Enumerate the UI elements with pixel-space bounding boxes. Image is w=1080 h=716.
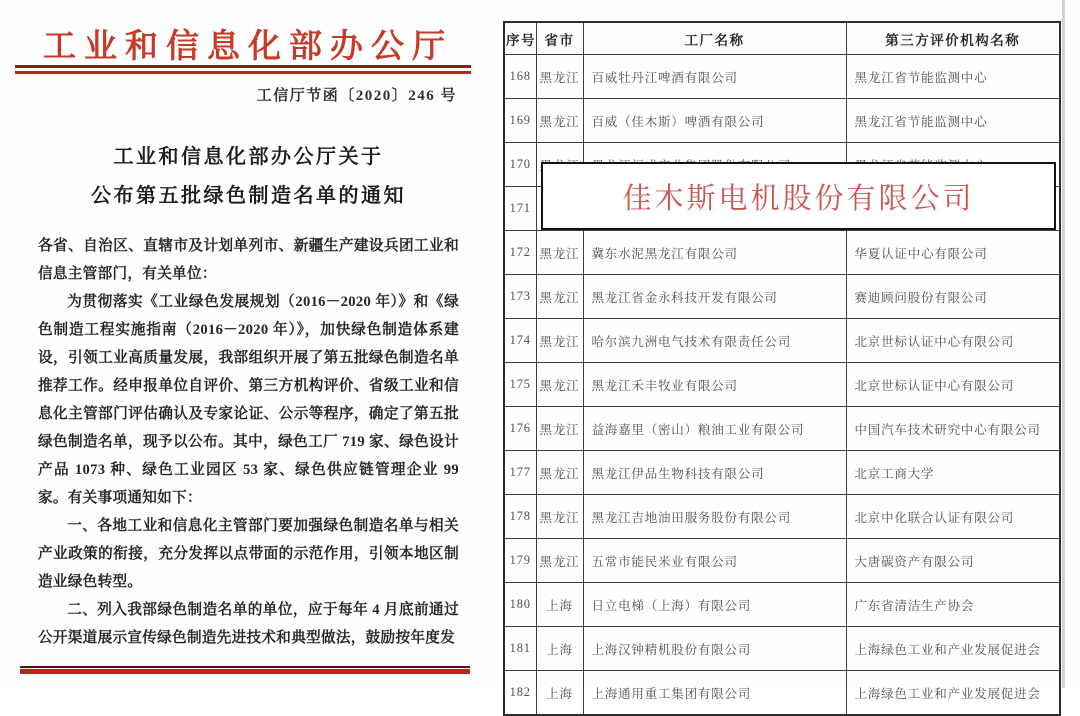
table-row [504, 451, 1060, 495]
cell-factory: 益海嘉里（密山）粮油工业有限公司 [583, 407, 846, 451]
document-number: 工信厅节函〔2020〕246 号 [256, 88, 457, 104]
cell-no: 173 [504, 275, 536, 319]
table-body [504, 55, 1060, 716]
page-edge-line [1062, 0, 1065, 688]
highlight-overlay-box [541, 162, 1056, 230]
cell-no: 177 [504, 451, 536, 495]
official-document [0, 0, 497, 688]
cell-no: 171 [504, 187, 536, 231]
cell-no: 181 [504, 627, 536, 671]
table-row [504, 55, 1060, 99]
cell-agency: 北京世标认证中心有限公司 [846, 363, 1060, 407]
cell-province: 黑龙江 [536, 407, 583, 451]
cell-agency: 大唐碳资产有限公司 [846, 539, 1060, 583]
cell-agency: 黑龙江省节能监测中心 [846, 55, 1060, 99]
cell-agency: 黑龙江省节能监测中心 [846, 99, 1060, 143]
cell-agency: 华夏认证中心有限公司 [846, 231, 1060, 275]
table-row [504, 671, 1060, 716]
cell-no: 168 [504, 55, 536, 99]
table-row [504, 275, 1060, 319]
cell-factory: 五常市能民米业有限公司 [583, 539, 846, 583]
salutation-paragraph: 各省、自治区、直辖市及计划单列市、新疆生产建设兵团工业和信息主管部门，有关单位： [38, 238, 459, 282]
factory-table [503, 21, 1061, 716]
cell-agency: 广东省清洁生产协会 [846, 583, 1060, 627]
red-rule-top [15, 65, 471, 74]
table-row [504, 627, 1060, 671]
green-list-table [503, 21, 1060, 701]
document-agency-header: 工业和信息化部办公厅 [43, 29, 453, 65]
table-row [504, 539, 1060, 583]
cell-factory: 黑龙江吉地油田服务股份有限公司 [583, 495, 846, 539]
cell-no: 182 [504, 671, 536, 716]
cell-factory: 日立电梯（上海）有限公司 [583, 583, 846, 627]
table-row [504, 407, 1060, 451]
cell-province: 黑龙江 [536, 55, 583, 99]
red-rule-bottom [20, 666, 470, 674]
cell-agency: 上海绿色工业和产业发展促进会 [846, 627, 1060, 671]
table-header-row [504, 22, 1060, 55]
column-header-factory: 工厂名称 [583, 22, 846, 55]
cell-factory: 上海汉钟精机股份有限公司 [583, 627, 846, 671]
cell-factory: 百威牡丹江啤酒有限公司 [583, 55, 846, 99]
cell-factory: 百威（佳木斯）啤酒有限公司 [583, 99, 846, 143]
cell-agency: 北京工商大学 [846, 451, 1060, 495]
cell-factory: 上海通用重工集团有限公司 [583, 671, 846, 716]
cell-no: 170 [504, 143, 536, 187]
document-title-line1: 工业和信息化部办公厅关于 [113, 146, 384, 168]
column-header-province: 省市 [536, 22, 583, 55]
cell-agency: 北京世标认证中心有限公司 [846, 319, 1060, 363]
table-row [504, 583, 1060, 627]
cell-no: 175 [504, 363, 536, 407]
column-header-no: 序号 [504, 22, 536, 55]
cell-factory: 黑龙江禾丰牧业有限公司 [583, 363, 846, 407]
cell-province: 上海 [536, 627, 583, 671]
document-title [0, 138, 497, 216]
cell-no: 169 [504, 99, 536, 143]
cell-agency: 赛迪顾问股份有限公司 [846, 275, 1060, 319]
table-row [504, 99, 1060, 143]
body-paragraph-2: 一、各地工业和信息化主管部门要加强绿色制造名单与相关产业政策的衔接，充分发挥以点带面的示范作用，引领本地区制造业绿色转型。 [38, 518, 459, 590]
cell-factory: 冀东水泥黑龙江有限公司 [583, 231, 846, 275]
cell-province: 黑龙江 [536, 319, 583, 363]
cell-no: 178 [504, 495, 536, 539]
cell-province: 黑龙江 [536, 275, 583, 319]
body-paragraph-3: 二、列入我部绿色制造名单的单位，应于每年 4 月底前通过公开渠道展示宣传绿色制造先进技术和典型做法，鼓励按年度发 [38, 602, 459, 646]
cell-province: 黑龙江 [536, 363, 583, 407]
cell-province: 黑龙江 [536, 451, 583, 495]
cell-factory: 哈尔滨九洲电气技术有限责任公司 [583, 319, 846, 363]
document-title-line2: 公布第五批绿色制造名单的通知 [91, 185, 406, 207]
document-body [38, 232, 459, 652]
cell-factory: 黑龙江省金永科技开发有限公司 [583, 275, 846, 319]
cell-province: 上海 [536, 671, 583, 716]
cell-no: 179 [504, 539, 536, 583]
table-row [504, 363, 1060, 407]
table-row [504, 231, 1060, 275]
cell-agency: 中国汽车技术研究中心有限公司 [846, 407, 1060, 451]
cell-province: 黑龙江 [536, 539, 583, 583]
column-header-agency: 第三方评价机构名称 [846, 22, 1060, 55]
body-paragraph-1: 为贯彻落实《工业绿色发展规划（2016－2020 年）》和《绿色制造工程实施指南（2016－2020 年）》，加快绿色制造体系建设，引领工业高质量发展，我部组织开展了第五批绿色制造名单推荐工作。经申报单位自评价、第三方机构评价、省级工业和信息化主管部门评估确认及专家论证、公示等程序，确定了第五批绿色制造名单，现予以公布。其中，绿色工厂 719 家、绿色设计产品 1073 种、绿色工业园区 53 家、绿色供应链管理企业 99 家。有关事项通知如下： [38, 294, 459, 506]
cell-province: 黑龙江 [536, 99, 583, 143]
cell-province: 上海 [536, 583, 583, 627]
highlight-company-name: 佳木斯电机股份有限公司 [622, 182, 975, 215]
cell-agency: 北京中化联合认证有限公司 [846, 495, 1060, 539]
cell-no: 172 [504, 231, 536, 275]
table-row [504, 495, 1060, 539]
cell-province: 黑龙江 [536, 231, 583, 275]
cell-factory: 黑龙江伊品生物科技有限公司 [583, 451, 846, 495]
table-row [504, 319, 1060, 363]
cell-no: 180 [504, 583, 536, 627]
cell-no: 176 [504, 407, 536, 451]
cell-province: 黑龙江 [536, 495, 583, 539]
cell-agency: 上海绿色工业和产业发展促进会 [846, 671, 1060, 716]
cell-no: 174 [504, 319, 536, 363]
